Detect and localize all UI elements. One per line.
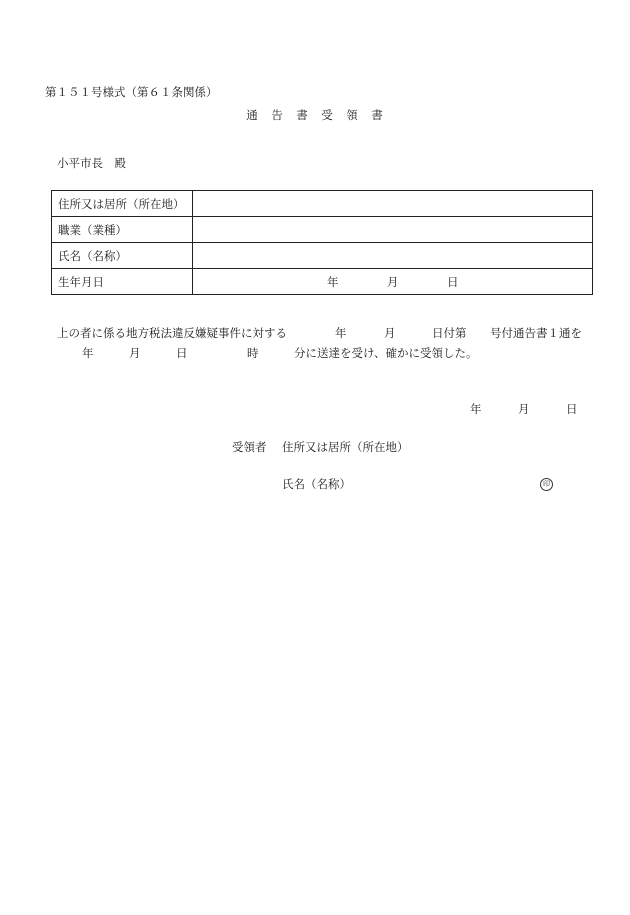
body-line2-suffix: 分に送達を受け、確かに受領した。 (294, 346, 478, 360)
table-row-name (52, 243, 593, 269)
address-label: 住所又は居所（所在地） (52, 191, 193, 217)
body-line1-day-no: 日付第 (432, 326, 467, 340)
address-field[interactable] (193, 191, 593, 217)
body-line1-prefix: 上の者に係る地方税法違反嫌疑事件に対する (57, 326, 287, 340)
birth-year-unit: 年 (327, 275, 339, 289)
body-line1-suffix: 号付通告書１通を (490, 326, 582, 340)
sign-day-unit: 日 (566, 402, 578, 416)
name-label: 氏名（名称） (52, 243, 193, 269)
birth-month-unit: 月 (387, 275, 399, 289)
table-row-address (52, 191, 593, 217)
seal-icon: 印 (540, 478, 553, 491)
birth-day-unit: 日 (447, 275, 459, 289)
name-field[interactable] (193, 243, 593, 269)
body-line1-year: 年 (335, 326, 347, 340)
occupation-label: 職業（業種） (52, 217, 193, 243)
document-title: 通 告 書 受 領 書 (246, 108, 384, 122)
recipient-address-label: 住所又は居所（所在地） (282, 440, 409, 454)
body-line2-month: 月 (129, 346, 141, 360)
table-row-birthdate (52, 269, 593, 295)
birthdate-field[interactable] (193, 269, 593, 295)
occupation-field[interactable] (193, 217, 593, 243)
sign-year-unit: 年 (470, 402, 482, 416)
table-row-occupation (52, 217, 593, 243)
recipient-label: 受領者 (232, 440, 267, 454)
body-line1-month: 月 (384, 326, 396, 340)
personal-info-table (51, 190, 593, 295)
body-line2-hour: 時 (247, 346, 259, 360)
body-line2-year: 年 (82, 346, 94, 360)
recipient-name-label: 氏名（名称） (282, 477, 351, 491)
sign-month-unit: 月 (518, 402, 530, 416)
birthdate-label: 生年月日 (52, 269, 193, 295)
form-number: 第１５１号様式（第６１条関係） (45, 85, 218, 99)
addressee: 小平市長 殿 (57, 156, 126, 170)
body-line2-day: 日 (176, 346, 188, 360)
